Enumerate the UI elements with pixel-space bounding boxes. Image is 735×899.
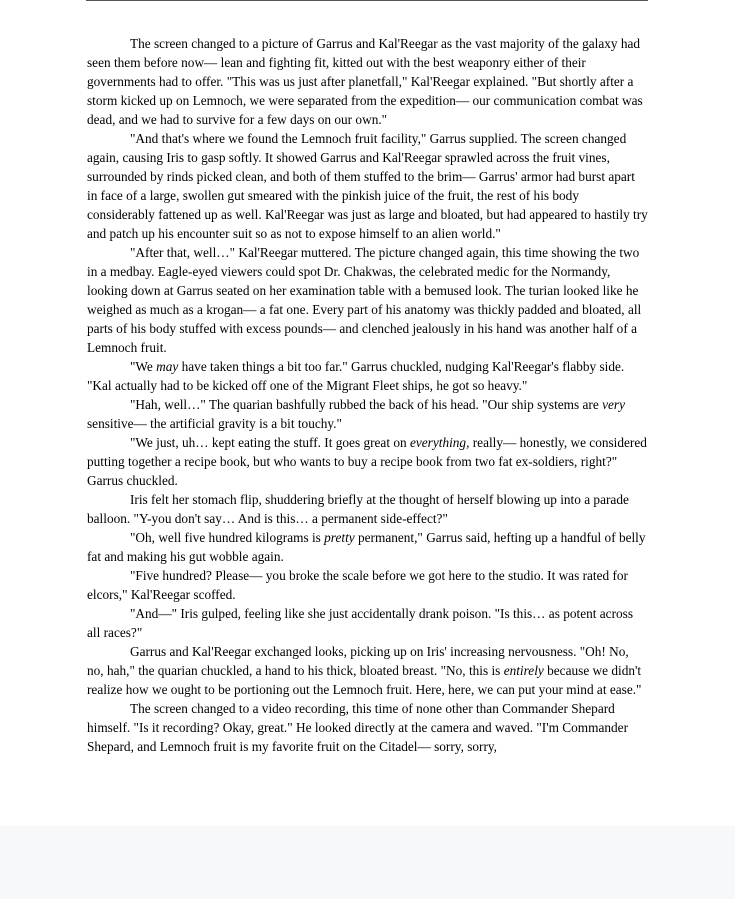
text-run: really— honestly, we considered putting together a recipe book, but who wants to buy a recipe book from two fat ex-soldiers, right?" Garrus chuckled. [87,435,647,488]
story-text [87,34,648,756]
paragraph [87,395,648,433]
text-run: permanent," Garrus said, hefting up a handful of belly fat and making his gut wobble again. [87,530,646,564]
text-run: "We just, uh… kept eating the stuff. It goes great on [130,435,410,450]
paragraph [87,490,648,528]
text-run: "Oh, well five hundred kilograms is [130,530,325,545]
paragraph [87,604,648,642]
italic-text: very [602,397,625,412]
italic-text: may [156,359,179,374]
text-run: The screen changed to a video recording, this time of none other than Commander Shepard himself. "Is it recording? Okay, great." He looked directly at the camera and waved. "I'm Commander Shepard, and Lemnoch fruit is my favorite fruit on the Citadel— sorry, sorry, [87,701,629,754]
text-run: sensitive— the artificial gravity is a bit touchy." [87,416,342,431]
text-run: "And—" Iris gulped, feeling like she just accidentally drank poison. "Is this… as potent across all races?" [87,606,633,640]
text-run: Garrus and Kal'Reegar exchanged looks, picking up on Iris' increasing nervousness. "Oh! No, no, hah," the quarian chuckled, a hand to his thick, bloated breast. "No, this is [87,644,629,678]
paragraph [87,243,648,357]
page-background-gap [0,826,735,899]
italic-text: pretty [324,530,355,545]
paragraph [87,528,648,566]
text-run: "We [130,359,157,374]
paragraph [87,129,648,243]
text-run: have taken things a bit too far." Garrus chuckled, nudging Kal'Reegar's flabby side. "Kal actually had to be kicked off one of the Migrant Fleet ships, he got so heavy." [87,359,625,393]
paragraph [87,433,648,490]
page-top-rule [86,0,648,1]
paragraph [87,699,648,756]
italic-text: everything, [409,435,470,450]
text-run: The screen changed to a picture of Garrus and Kal'Reegar as the vast majority of the galaxy had seen them before now— lean and fighting fit, kitted out with the best weaponry either of their governments had to offer. "This was us just after planetfall," Kal'Reegar explained. "But shortly after a storm kicked up on Lemnoch, we were separated from the expedition— our communication combat was dead, and we had to survive for a few days on our own." [87,36,643,127]
text-run: "After that, well…" Kal'Reegar muttered. The picture changed again, this time showing the two in a medbay. Eagle-eyed viewers could spot Dr. Chakwas, the celebrated medic for the Normandy, looking down at Garrus seated on her examination table with a bemused look. The turian looked like he weighed as much as a krogan— a fat one. Every part of his anatomy was thickly padded and bloated, all parts of his body stuffed with excess pounds— and clenched jealously in his hand was another half of a Lemnoch fruit. [87,245,642,355]
paragraph [87,357,648,395]
paragraph [87,566,648,604]
text-run: because we didn't realize how we ought to be portioning out the Lemnoch fruit. Here, here, we can put your mind at ease." [87,663,642,697]
italic-text: entirely [503,663,544,678]
paragraph [87,642,648,699]
text-run: "And that's where we found the Lemnoch fruit facility," Garrus supplied. The screen changed again, causing Iris to gasp softly. It showed Garrus and Kal'Reegar sprawled across the fruit vines, surrounded by rinds picked clean, and both of them stuffed to the brim— Garrus' armor had burst apart in face of a large, swollen gut smeared with the pinkish juice of the fruit, the rest of his body considerably fattened up as well. Kal'Reegar was just as large and bloated, but had appeared to hastily try and patch up his encounter suit so as not to expose himself to an alien world." [87,131,648,241]
text-run: Iris felt her stomach flip, shuddering briefly at the thought of herself blowing up into a parade balloon. "Y-you don't say… And is this… a permanent side-effect?" [87,492,629,526]
text-run: "Five hundred? Please— you broke the scale before we got here to the studio. It was rated for elcors," Kal'Reegar scoffed. [87,568,628,602]
text-run: "Hah, well…" The quarian bashfully rubbed the back of his head. "Our ship systems are [130,397,603,412]
paragraph [87,34,648,129]
